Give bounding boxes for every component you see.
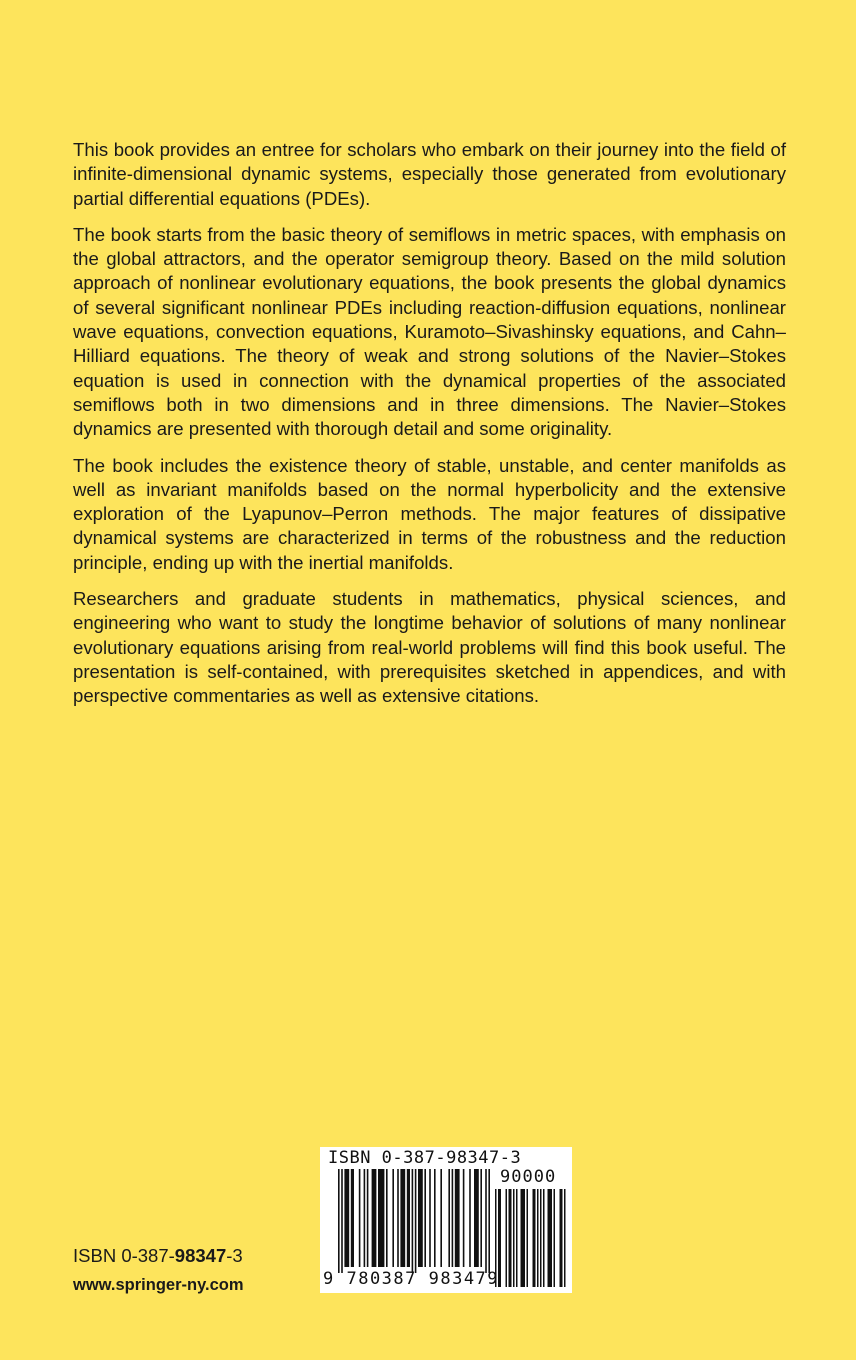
- barcode-bar: [341, 1169, 343, 1273]
- barcode-bar: [418, 1169, 423, 1267]
- barcode-bar: [351, 1169, 354, 1267]
- barcode-bar: [367, 1169, 369, 1267]
- barcode-bar: [527, 1189, 529, 1287]
- barcode-bar: [386, 1169, 388, 1267]
- barcode-bar: [485, 1169, 487, 1273]
- barcode-bar: [429, 1169, 431, 1267]
- barcode-bar: [338, 1169, 340, 1273]
- barcode-bar: [564, 1189, 566, 1287]
- description-paragraph-2: The book starts from the basic theory of semiflows in metric spaces, with emphasis on the global attractors, and the operator semigroup theory. Based on the mild solution approach of nonlinear evolutionary equations, the book presents the global dynamics of several significant nonlinear PDEs including reaction-diffusion equations, nonlinear wave equations, convection equations, Kuramoto–Sivashinsky equations, and Cahn–Hilliard equations. The theory of weak and strong solutions of the Navier–Stokes equation is used in connection with the dynamical properties of the associated semiflows both in two dimensions and in three dimensions. The Navier–Stokes dynamics are presented with thorough detail and some originality.: [73, 223, 786, 440]
- barcode-bar: [407, 1169, 410, 1267]
- barcode-bar: [412, 1169, 414, 1273]
- barcode-bar: [480, 1169, 482, 1267]
- barcode-bar: [488, 1169, 490, 1273]
- barcode-price-code: 90000: [500, 1167, 557, 1187]
- barcode-bar: [378, 1169, 384, 1267]
- book-description: [73, 138, 786, 721]
- barcode-bar: [397, 1169, 399, 1267]
- barcode-bar: [400, 1169, 405, 1267]
- barcode-bar: [372, 1169, 377, 1267]
- barcode-bar: [469, 1169, 471, 1267]
- barcode-ean-digits: 9 780387 983479: [323, 1269, 500, 1289]
- barcode-bar: [392, 1169, 394, 1267]
- barcode-bar: [440, 1169, 442, 1267]
- barcode-bar: [434, 1169, 436, 1267]
- barcode-bar: [513, 1189, 515, 1287]
- barcode-bar: [455, 1169, 460, 1267]
- barcode-bar: [452, 1169, 454, 1267]
- isbn-text: [73, 1245, 243, 1267]
- barcode-bar: [537, 1189, 539, 1287]
- barcode-bar: [560, 1189, 563, 1287]
- barcode-label: [320, 1147, 572, 1293]
- barcode-bar: [533, 1189, 536, 1287]
- isbn-prefix: ISBN 0-387-: [73, 1245, 175, 1266]
- barcode-bar: [543, 1189, 545, 1287]
- description-paragraph-4: Researchers and graduate students in mathematics, physical sciences, and engineering who want to study the longtime behavior of solutions of many nonlinear evolutionary equations arising from real-world problems will find this book useful. The presentation is self-contained, with prerequisites sketched in appendices, and with perspective commentaries as well as extensive citations.: [73, 588, 786, 707]
- barcode-bar: [548, 1189, 553, 1287]
- barcode-bar: [364, 1169, 366, 1267]
- barcode-bar: [359, 1169, 361, 1267]
- publisher-website: www.springer-ny.com: [73, 1276, 244, 1294]
- description-paragraph-3: The book includes the existence theory of stable, unstable, and center manifolds as well as invariant manifolds based on the normal hyperbolicity and the extensive exploration of the Lyapunov–Perron methods. The major features of dissipative dynamical systems are characterized in terms of the robustness and the reduction principle, ending up with the inertial manifolds.: [73, 454, 786, 573]
- isbn-suffix: -3: [226, 1245, 243, 1266]
- barcode-bar: [516, 1189, 518, 1287]
- barcode-bar: [424, 1169, 426, 1267]
- barcode-bar: [506, 1189, 508, 1287]
- isbn-bold-part: 98347: [174, 1245, 227, 1266]
- barcode-bar: [474, 1169, 479, 1267]
- barcode-bar: [448, 1169, 450, 1267]
- description-paragraph-1: This book provides an entree for scholars who embark on their journey into the field of infinite-dimensional dynamic systems, especially those generated from evolutionary partial differential equations (PDEs).: [73, 139, 786, 209]
- barcode-bar: [344, 1169, 349, 1267]
- barcode-bar: [415, 1169, 417, 1273]
- barcode-bar: [509, 1189, 512, 1287]
- barcode-bar: [521, 1189, 526, 1287]
- barcode-bar: [540, 1189, 542, 1287]
- barcode-bar: [463, 1169, 465, 1267]
- barcode-bar: [554, 1189, 556, 1287]
- barcode-isbn-label: ISBN 0-387-98347-3: [328, 1148, 522, 1168]
